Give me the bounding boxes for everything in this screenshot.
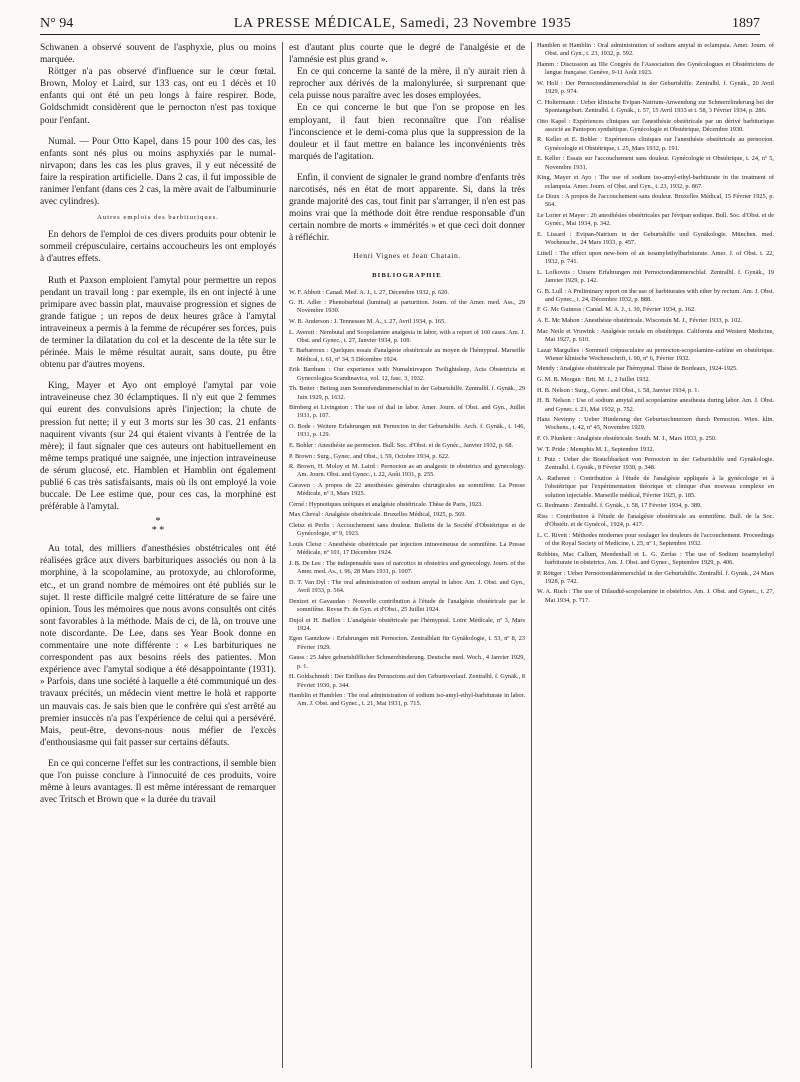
bibliography-entry: W. F. Abbott : Canad. Med. A. J., t. 27, Décembre 1932, p. 620. bbox=[289, 288, 449, 296]
bibliography-entry: H. B. Nelson : Surg., Gynec. and Obst., t. 58, Janvier 1934, p. 1. bbox=[537, 386, 700, 394]
paragraph-gap bbox=[40, 266, 276, 275]
author-signature: Henri Vignes et Jean Chatain. bbox=[353, 250, 461, 260]
article-column-1 bbox=[40, 42, 276, 1082]
bibliography-title: BIBLIOGRAPHIE bbox=[372, 271, 442, 279]
body-paragraph: En ce qui concerne le but que l'on se propose en les employant, il faut bien reconnaître que l'on réalise l'inconscience et le demi-coma plus que la suppression de la douleur et il faut mettre en balance les inconvénients très marqués de l'agitation. bbox=[289, 103, 525, 162]
bibliography-entry: W. Holf : Der Pernoctondämmerschlaf in der Geburtshilfe. Zentralbl. f. Gynäk., 20 Avril 1929, p. 974. bbox=[537, 79, 774, 96]
bibliography-entry: E. Keller : Essais sur l'accouchement sans douleur. Gynécologie et Obstétrique, t. 24, nº 5, Novembre 1931. bbox=[537, 155, 774, 171]
bibliography-entry: Cleisz et Perlis : Accouchement sans douleur. Bulletin de la Société d'Obstétrique et de Gynécologie, nº 9, 1923. bbox=[289, 522, 525, 538]
running-header bbox=[40, 14, 760, 35]
bibliography-entry: T. Barbarroux : Quelques essais d'analgésie obstétricale au moyen de l'hémypnal. Marseille Médical, t. 61, nº 34, 5 Décembre 1924. bbox=[289, 347, 525, 363]
bibliography-entry: R. Brown, H. Moloy et M. Laird : Pernocton as an analgesic in obstetrics and gynecology. Am. Journ. Obst. and Gynec., t. 22, Août 1931, p. 255. bbox=[289, 463, 525, 479]
bibliography-entry: Hamm : Discussion au IIIe Congrès de l'Association des Gynécologues et Obstétriciens de langue française. Genève, 9-11 Août 1923. bbox=[537, 60, 774, 77]
bibliography-column-3 bbox=[537, 42, 774, 1082]
bibliography-entry: L. Averett : Nembutal and Scopolamine analgesia in labor, with a report of 160 cases. Am. J. Obst. and Gynec., t. 27, Janvier 1934, p. 109. bbox=[289, 328, 525, 344]
bibliography-entry: F. G. Mc Guiness : Canad. M. A. J., t. 30, Février 1934, p. 162. bbox=[537, 306, 696, 314]
bibliography-entry: C. Holtermann : Ueber klinische Evipan-Natrium-Anwendung zur Schmerzlinderung bei der Spontangeburt. Zentralbl. f. Gynäk., t. 57, 15 Avril 1933 et t. 58, 3 Février 1934, p. 286. bbox=[537, 98, 774, 114]
bibliography-entry: E. Lissard : Evipan-Natrium in der Geburtshilfe und Gynäkologie. München. med. Wochenschr., 24 Mars 1933, p. 457. bbox=[537, 230, 774, 247]
bibliography-entry: J. B. De Lee : The indispensable uses of narcotics in obstetrics and gynecology. Journ. of the Amer. med. As., t. 96, 28 Mars 1931, p. 1007. bbox=[289, 559, 525, 576]
body-paragraph: Röttger n'a pas observé d'influence sur le cœur fœtal. Brown, Moloy et Laird, sur 133 cas, ont eu 1 décès et 10 enfants qui ont été un peu longs à faire respirer. Bode, Goldschmidt considèrent que le pernocton n'est pas toxique pour l'enfant. bbox=[40, 67, 276, 126]
paragraph-gap bbox=[289, 163, 525, 172]
page-issue-number: N° 94 bbox=[40, 16, 74, 31]
bibliography-entry: Hamblen et Hamblin : Oral administration of sodium amytal in eclampsia. Amer. Journ. of Obst. and Gyn., t. 23, 1932, p. 592. bbox=[537, 42, 774, 58]
bibliography-entry: F. O. Plunkett : Analgésie obstétricale. South. M. J., Mars 1933, p. 250. bbox=[537, 435, 717, 442]
bibliography-entry: Louis Cleisz : Anesthésie obstétricale par injection intraveineuse de somnifène. La Presse Médicale, nº 101, 17 Décembre 1924. bbox=[289, 540, 525, 557]
bibliography-entry: J. Putz : Ueber die Brauchbarkeit von Pernocton in der Geburtshilfe und Gynäkologie. Zentralbl. f. Gynäk., 8 Février 1930, p. 348. bbox=[537, 456, 774, 472]
bibliography-entry: G. B. Lull : A Preliminary report on the use of barbiturates with ether by rectum. Am. J. Obst. and Gynec., t. 24, Décembre 1932, p. 888. bbox=[537, 287, 774, 303]
bibliography-entry: Cerné : Hypnotiques uréiques et analgésie obstétricale. Thèse de Paris, 1923. bbox=[289, 500, 483, 508]
bibliography-entry: P. Brown : Surg., Gynec. and Obst., t. 59, Octobre 1934, p. 622. bbox=[289, 452, 450, 460]
bibliography-entry: Hamblin et Hamblen : The oral administration of sodium iso-amyl-ethyl-barbiturate in labor. Am. J. Obst. and Gynec., t. 21, Mai 1931, p. 715. bbox=[289, 692, 525, 708]
column-rule bbox=[531, 42, 532, 1068]
bibliography-entry: Littell : The effect upon new-born of an isoamylethylbarbiturate. Amer. J. of Obst. t. 22, 1932, p. 741. bbox=[537, 249, 774, 266]
bibliography-entry: H. B. Nelson : Use of sodium amytal and scopolamine anesthesia during labor. Am. J. Obst. and Gynec. t. 23, Mai 1932, p. 752. bbox=[537, 397, 774, 413]
bibliography-entry: Denizet et Gavaudan : Nouvelle contribution à l'étude de l'analgésie obstétricale par le somnifène. Revue Fr. de Gyn. et d'Obst., 25 Juillet 1924. bbox=[289, 597, 525, 613]
paragraph-gap bbox=[40, 127, 276, 136]
bibliography-entry: Caraven : A propos de 22 anesthésies générales chirurgicales au somnifène. La Presse Médicale, nº 3, Mars 1925. bbox=[289, 482, 525, 498]
bibliography-entry: Lazar Margulies : Sommeil crépusculaire au pernocton-scopolamine-caféine en obstétrique. Wiener klinische Wochenschrift, t. 90, nº 6, Février 1932. bbox=[537, 346, 774, 362]
bibliography-entry: W. A. Ruch : The use of Dilaudid-scopolamine in obstetrics. Am. J. Obst. and Gynec., t. 27, Mai 1934, p. 717. bbox=[537, 588, 774, 604]
bibliography-entry: G. M. B. Morgan : Brit. M. J., 2 Juillet 1932. bbox=[537, 376, 651, 384]
bibliography-entry: W. B. Anderson : J. Tennessee M. A., t. 27, Avril 1934, p. 165. bbox=[289, 317, 446, 325]
bibliography-entry: Birnberg et Livingston : The use of dial in labor. Amer. Journ. of Obst. and Gyn., Juillet 1931, p. 107. bbox=[289, 404, 525, 420]
body-paragraph: King, Mayer et Ayo ont employé l'amytal par voie intraveineuse chez 30 éclamptiques. Il n'y eut que 2 femmes qui eurent des convulsions après l'injection; la chute de pression fut nette; il y eut 3 morts sur les 30 cas. 21 enfants naquirent vivants (sur 24 qui étaient vivants à l'entrée de la mère); il faut signaler que ces auteurs ont habituellement en même temps pratiqué une saignée, une injection intraveineuse de sérum glucosé, etc. Hamblen et Hamblin ont également publié 6 cas très satisfaisants, mais où ils ont employé la voie buccale. De Lee estime que, pour ces cas, la morphine est préférable à l'amytal. bbox=[40, 381, 276, 513]
bibliography-entry: Otto Kapel : Expériences cliniques sur l'anesthésie obstétricale par un dérivé barbiturique associé au Pantopon synthétique. Gynécologie et Obstétrique, Décembre 1930. bbox=[537, 117, 774, 133]
bibliography-entry: Hans Nevinny : Ueber Hinderung der Geburtsschmerzen durch Pernocton. Wien. klin. Wochens., t. 42, nº 45, Novembre 1929. bbox=[537, 416, 774, 432]
bibliography-entry: L. Lofkovits : Unsere Erfahrungen mit Pernoctondämmerschlaf. Zentralbl. f. Gynäk., 19 Janvier 1929, p. 142. bbox=[537, 268, 774, 284]
bibliography-entry: A. E. Mc Mahon : Anesthésie obstétricale. Wisconsin M. J., Février 1933, p. 102. bbox=[537, 317, 742, 325]
body-paragraph: Numal. — Pour Otto Kapel, dans 15 pour 100 des cas, les enfants sont nés plus ou moins asphyxiés par le numal-nirvapon; dans les cas les plus graves, il y eut nécessité de faire la respiration artificielle. Dans 2 cas, il fut impossible de ranimer l'enfant (dans ces 2 cas, la mère avait de l'albuminurie avec cylindres). bbox=[40, 136, 276, 208]
bibliography-entry: W. T. Pride : Memphis M. J., Septembre 1932. bbox=[537, 445, 655, 453]
body-paragraph: En ce qui concerne l'effet sur les contractions, il semble bien que l'on puisse conclure à l'innocuité de ces produits, voire même à leurs avantages. Il est même intéressant de remarquer avec Tritsch et Brown que « la durée du travail bbox=[40, 758, 276, 806]
bibliography-entry: Th. Better : Beitrag zum Sonnufendämmerschlaf in der Geburtshilfe. Zentralbl. f. Gynäk., 29 Juin 1929, p. 1632. bbox=[289, 385, 525, 401]
body-paragraph: En ce qui concerne la santé de la mère, il n'y aurait rien à reprocher aux dérivés de la malonylurée, si surprenant que cela puisse nous paraître avec les doses employées. bbox=[289, 67, 525, 102]
journal-title-date: LA PRESSE MÉDICALE, Samedi, 23 Novembre 1935 bbox=[233, 16, 572, 31]
bibliography-entry: P. Röttger : Ueber Pernoctondämmerschlaf in der Geburtshilfe. Zentralbl. f. Gynäk., 24 Mars 1928, p. 742. bbox=[537, 569, 774, 585]
bibliography-entry: G. H. Adler : Phenobarbital (luminal) at parturition. Journ. of the Amer. med. Ass., 29 Novembre 1930. bbox=[289, 299, 525, 315]
bibliography-entry: Egon Gantzkow : Erfahrungen mit Pernocton. Zentralblatt für Gynäkologie, t. 53, nº 8, 23 Février 1929. bbox=[289, 635, 525, 651]
bibliography-entry: H. Goldschmidt : Der Einfluss des Pernoctons auf den Geburtsverlauf. Zentralbl. f. Gynäk., 8 Février 1930, p. 344. bbox=[289, 673, 525, 689]
bibliography-entry: Le Lorier et Mayer : 26 anesthésies obstétricales par l'évipan sodique. Bull. Soc. d'Obst. et de Gynéc., Mai 1934, p. 342. bbox=[537, 212, 774, 228]
column-rule bbox=[282, 42, 283, 1068]
bibliography-entry: Robbins, Mac Callum, Mendenhall et L. G. Zerfas : The use of Sodium isoamylethyl barbiturate in obstetrics. Am. J. Obst. and Gynec., Septembre 1929, p. 406. bbox=[537, 550, 774, 566]
bibliography-entry: L. C. Rivett : Méthodes modernes pour soulager les douleurs de l'accouchement. Proceedings of the Royal Society of Medicine, t. 25, nº 1, Septembre 1932. bbox=[537, 531, 774, 548]
bibliography-entry: Riss : Contribution à l'étude de l'analgésie obstétricale au somnifène. Bull. de la Soc. d'Obstétr. et de Gynécol., 1924, p. 417. bbox=[537, 512, 774, 529]
bibliography-entry: Erik Bardram : Our experience with Numalnirvapon Twilightsleep, Acta Obstetricia et Gynecologica Scandinavica, vol. 12, fasc. 3, 1932. bbox=[289, 366, 525, 382]
bibliography-entry: G. Redmann : Zentralbl. f. Gynäk., t. 58, 17 Février 1934, p. 389. bbox=[537, 502, 702, 510]
bibliography-entry: A. Rathenot : Contribution à l'étude de l'analgésie appliquée à la gynécologie et à l'obstétrique par l'expérimentation théorique et clinique d'un nouveau complexe en solution injectable. Marseille médical, Février 1925, p. 185. bbox=[537, 475, 774, 499]
bibliography-entry: Dujol et H. Baillon : L'analgésie obstétricale par l'hémypnal. Loire Médicale, nº 3, Mars 1924. bbox=[289, 616, 525, 632]
bibliography-entry: Gauss : 25 Jahre geburtshilflicher Schmerzbinderung. Deutsche med. Woch., 4 Janvier 1929, p. 1. bbox=[289, 654, 525, 670]
body-paragraph: En dehors de l'emploi de ces divers produits pour obtenir le sommeil crépusculaire, certains accoucheurs les ont employés à d'autres effets. bbox=[40, 230, 276, 265]
bibliography-entry: D. T. Van Dyl : The oral administration of sodium amytal in labor. Am. J. Obst. and Gyn., Avril 1933, p. 564. bbox=[289, 578, 525, 595]
section-heading: Autres emplois des barbituriques. bbox=[97, 214, 219, 222]
body-paragraph: Au total, des milliers d'anesthésies obstétricales ont été réalisées grâce aux divers barbituriques associés ou non à la morphine, à la scopolamine, au protoxyde, au chloroforme, etc., et un grand nombre de mémoires ont été publiés sur le sujet. Il reste difficile malgré cette littérature de se faire une opinion. Tous les mémoires que nous avons consultés ont cités sont favorables à la méthode. Mais de ci, de là, on trouve une note discordante. De Lee, dans ses Year Book donne en commentaire une note différente : « Les barbituriques ne correspondent pas aux besoins réels des patientes. Mon expérience avec l'amytal sodique a été désappointante (1931). » Parfois, dans une société à laquelle a été communiqué un des travaux précités, un médecin vient mettre le holà et rapporte un mauvais cas. Je sais bien que le confrère qui s'est arrêté au premier insuccès n'a pas l'expérience de celui qui a persévéré. Mais, peut-être, devons-nous nous méfier de l'excès d'enthousiasme qui fait passer sur certains défauts. bbox=[40, 544, 276, 748]
paragraph-gap bbox=[40, 749, 276, 758]
bibliography-entry: King, Mayer et Ayo : The use of sodium iso-amyl-ethyl-barbiturate in the treatment of eclampsia. Amer. Journ. of Obst. and Gyn., t. 23, 1932, p. 867. bbox=[537, 174, 774, 190]
bibliography-entry: Le Doux : A propos de l'accouchement sans douleur. Bruxelles Médical, 15 Février 1925, p. 564. bbox=[537, 193, 774, 209]
paragraph-gap bbox=[40, 371, 276, 380]
bibliography-entry: E. Bohler : Anesthésie au pernocton. Bull. Soc. d'Obst. et de Gynéc., Janvier 1932, p. 68. bbox=[289, 441, 514, 449]
section-separator-stars: * * * bbox=[151, 516, 165, 537]
body-paragraph: Schwanen a observé souvent de l'asphyxie, plus ou moins marquée. bbox=[40, 43, 276, 66]
bibliography-entry: R. Keller et E. Bohler : Expériences cliniques sur l'anesthésie obstétricale au pernocton. Gynécologie et Obstétrique, t. 25, Mars 1932, p. 191. bbox=[537, 136, 774, 152]
article-column-2 bbox=[289, 42, 525, 1082]
bibliography-entry: Max Cheval : Analgésie obstétricale. Bruxelles Médical, 1925, p. 569. bbox=[289, 511, 466, 519]
body-paragraph: Enfin, il convient de signaler le grand nombre d'enfants très narcotisés, nés en état de mort apparente. Si, dans la très grande majorité des cas, tout finit par s'arranger, il n'en est pas moins vrai que la méthode doit être rendue responsable d'un certain nombre de morts « immérités » et que ceci doit donner à réfléchir. bbox=[289, 172, 525, 244]
body-paragraph: Ruth et Paxson emploient l'amytal pour permettre un repos pendant un travail long : par exemple, ils en ont injecté à une primipare avec bassin plat, mauvaise progression et signes de grande fatigue ; un repos de deux heures grâce à l'amytal intraveineux a permis à la femme de récupérer ses forces, puis de terminer la dilatation du col et la descente de la tête sur le périnée. Mais le même résultat aurait, sans doute, pu être obtenu par d'autres moyens. bbox=[40, 275, 276, 371]
bibliography-entry: Mac Neile et Vruwink : Analgésie rectale en obstétrique. California and Western Medicine, Mai 1927, p. 610. bbox=[537, 327, 774, 343]
body-paragraph: est d'autant plus courte que le degré de l'analgésie et de l'amnésie est plus grand ». bbox=[289, 43, 525, 66]
bibliography-entry: O. Bode : Weitere Erfahrungen mit Pernocton in der Geburtshilfe. Arch. f. Gynäk., t. 146, 1931, p. 129. bbox=[289, 423, 525, 439]
page-number: 1897 bbox=[732, 16, 760, 31]
bibliography-entry: Mendy : Analgésie obstétricale par l'hémypnal. Thèse de Bordeaux, 1924-1925. bbox=[537, 365, 738, 373]
